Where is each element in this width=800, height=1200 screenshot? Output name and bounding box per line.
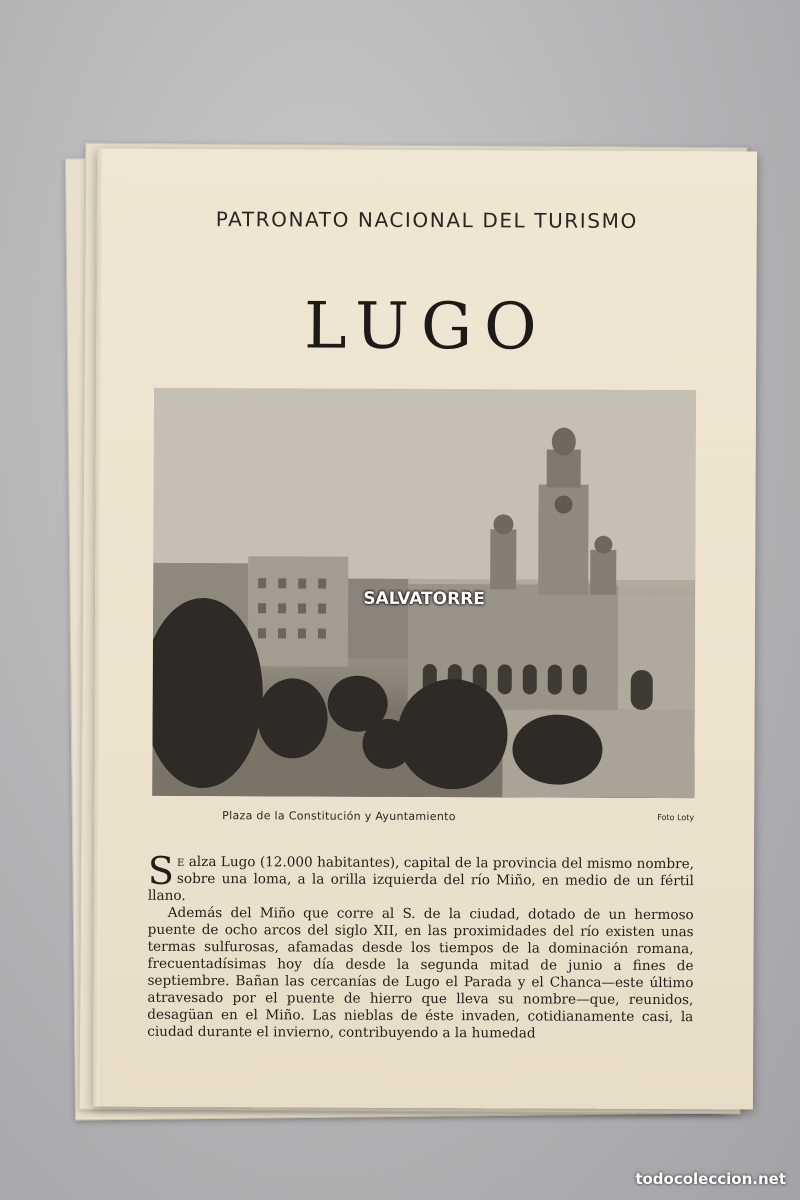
first-word-rest: e <box>176 853 185 870</box>
city-title: LUGO <box>303 289 549 365</box>
plaza-photo <box>152 388 696 798</box>
paragraph-1-text: alza Lugo (12.000 habitantes), capital de la provincia del mismo nombre, sobre una loma, a la orilla izquierda del río Miño, en medio de un fértil llano. <box>147 853 695 904</box>
brochure-header <box>156 149 697 394</box>
photo-credit: Foto Loty <box>657 813 695 823</box>
drop-cap: S <box>147 848 175 893</box>
body-text <box>147 848 695 1043</box>
brochure-page <box>93 149 757 1110</box>
paragraph-1 <box>147 848 695 907</box>
photo-watermark: SALVATORRE <box>363 588 485 610</box>
photo-caption: Plaza de la Constitución y Ayuntamiento <box>222 809 456 824</box>
site-watermark: todocoleccion.net <box>635 1170 786 1188</box>
paragraph-2: Además del Miño que corre al S. de la ciudad, dotado de un hermoso puente de ocho arcos del siglo XII, en las proximidades del río existen unas termas sulfurosas, afamadas desde los tiempos de la dominación romana, frecuentadísimas hoy día desde la segunda mitad de junio a fines de septiembre. Bañan las cercanías de Lugo el Parada y el Chanca—este último atravesado por el puente de hierro que lleva su nombre—que, reunidos, desagüan en el Miño. Las nieblas de éste invaden, cotidianamente casi, la ciudad durante el invierno, contribuyendo a la humedad <box>147 904 694 1042</box>
organization-title: PATRONATO NACIONAL DEL TURISMO <box>215 207 638 233</box>
